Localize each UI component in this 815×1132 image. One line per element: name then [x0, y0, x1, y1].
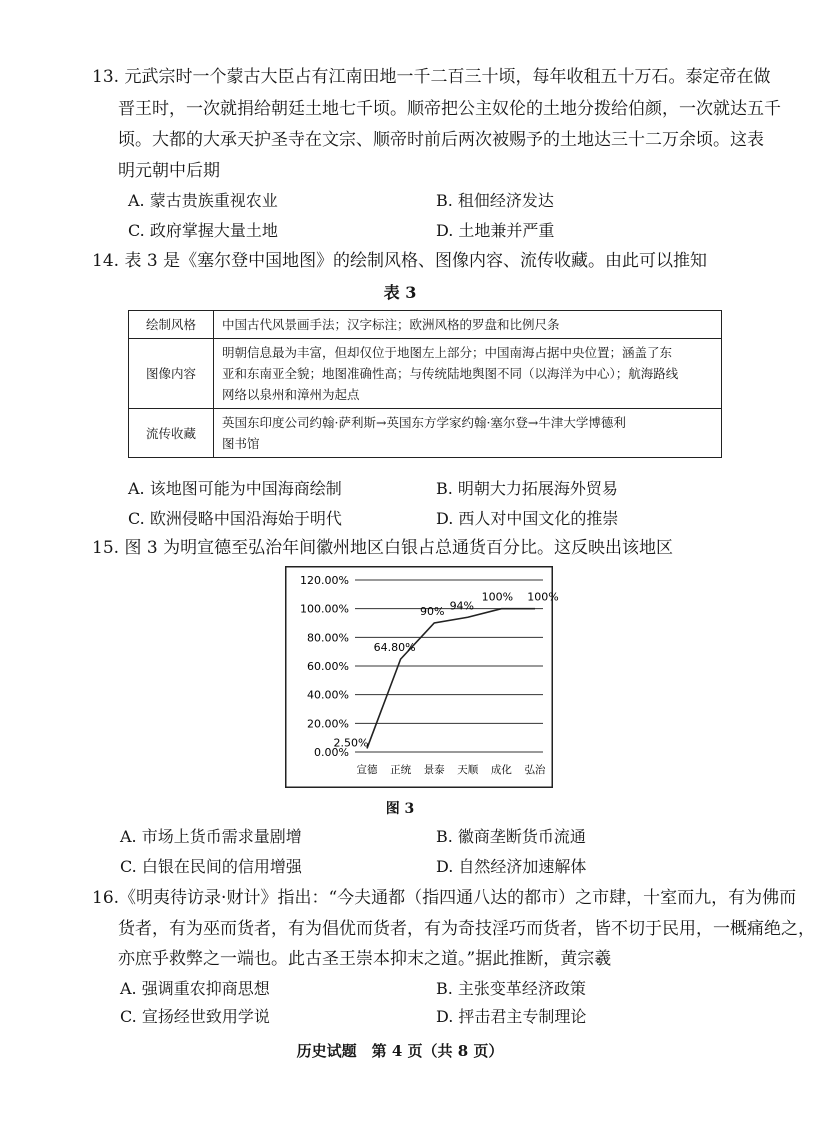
- table-title: 表 3: [383, 283, 417, 302]
- q15-option-d[interactable]: D. 自然经济加速解体: [436, 857, 587, 876]
- data-label: 2.50%: [333, 736, 369, 750]
- data-table: [128, 310, 722, 458]
- y-tick-label: 40.00%: [307, 688, 349, 702]
- q13-line-2: 晋王时，一次就捐给朝廷土地七千顷。顺帝把公主奴伦的土地分拨给伯颜，一次就达五千: [118, 99, 781, 119]
- data-label: 64.80%: [373, 641, 416, 655]
- y-tick-label: 120.00%: [300, 574, 349, 587]
- page-footer: 历史试题 第 4 页（共 8 页）: [296, 1042, 504, 1060]
- table-cell: 英国东印度公司约翰·萨利斯→英国东方学家约翰·塞尔登→牛津大学博德利 图书馆: [214, 409, 722, 458]
- x-tick-label: 天顺: [457, 764, 479, 776]
- q14-option-b[interactable]: B. 明朝大力拓展海外贸易: [436, 479, 618, 498]
- table-row: [129, 409, 722, 458]
- data-label: 90%: [419, 605, 445, 618]
- y-tick-label: 20.00%: [307, 717, 349, 731]
- x-tick-label: 景泰: [423, 764, 445, 776]
- x-tick-label: 成化: [490, 764, 512, 776]
- q13-line-3: 顷。大都的大承天护圣寺在文宗、顺帝时前后两次被赐予的土地达三十二万余顷。这表: [118, 130, 764, 150]
- silver-percentage-chart: [285, 566, 559, 788]
- q15-option-b[interactable]: B. 徽商垄断货币流通: [436, 827, 586, 846]
- q14-option-a[interactable]: A. 该地图可能为中国海商绘制: [128, 479, 342, 498]
- q16-option-d[interactable]: D. 抨击君主专制理论: [436, 1007, 587, 1026]
- q13-option-d[interactable]: D. 土地兼并严重: [436, 221, 555, 240]
- table-header-cell: 流传收藏: [129, 409, 214, 458]
- figure-caption: 图 3: [385, 801, 415, 817]
- q14-option-d[interactable]: D. 西人对中国文化的推崇: [436, 509, 619, 528]
- q16-line-1: 16.《明夷待访录·财计》指出：“今夫通都（指四通八达的都市）之市肆，十室而九，有为佛而: [92, 888, 797, 908]
- q16-line-2: 货者，有为巫而货者，有为倡优而货者，有为奇技淫巧而货者，皆不切于民用，一概痛绝之，: [118, 919, 815, 939]
- q13-line-4: 明元朝中后期: [118, 161, 220, 181]
- x-tick-label: 弘治: [524, 764, 546, 776]
- data-label: 100%: [527, 590, 559, 604]
- q14-option-c[interactable]: C. 欧洲侵略中国沿海始于明代: [128, 509, 342, 528]
- q13-option-a[interactable]: A. 蒙古贵族重视农业: [128, 191, 278, 210]
- q16-line-3: 亦庶乎救弊之一端也。此古圣王崇本抑末之道。”据此推断，黄宗羲: [118, 949, 612, 969]
- table-row: [129, 311, 722, 339]
- table-row: [129, 339, 722, 409]
- y-tick-label: 60.00%: [307, 660, 349, 673]
- table-cell: 中国古代风景画手法；汉字标注；欧洲风格的罗盘和比例尺条: [214, 311, 722, 339]
- q13-line-1: 13. 元武宗时一个蒙古大臣占有江南田地一千二百三十顷，每年收租五十万石。泰定帝在做: [92, 67, 771, 87]
- x-tick-label: 正统: [390, 764, 412, 776]
- q13-option-c[interactable]: C. 政府掌握大量土地: [128, 221, 278, 240]
- y-tick-label: 0.00%: [314, 746, 349, 759]
- q16-option-c[interactable]: C. 宣扬经世致用学说: [120, 1007, 270, 1026]
- q15-option-c[interactable]: C. 白银在民间的信用增强: [120, 857, 302, 876]
- q15-option-a[interactable]: A. 市场上货币需求量剧增: [120, 827, 302, 846]
- q14-stem: 14. 表 3 是《塞尔登中国地图》的绘制风格、图像内容、流传收藏。由此可以推知: [92, 251, 708, 271]
- table-header-cell: 绘制风格: [129, 311, 214, 339]
- y-tick-label: 80.00%: [307, 631, 349, 645]
- q13-option-b[interactable]: B. 租佃经济发达: [436, 191, 554, 210]
- data-label: 94%: [449, 599, 475, 613]
- data-label: 100%: [481, 590, 514, 604]
- y-tick-label: 100.00%: [300, 602, 349, 616]
- table-header-cell: 图像内容: [129, 339, 214, 409]
- x-tick-label: 宣德: [356, 764, 378, 776]
- q16-option-b[interactable]: B. 主张变革经济政策: [436, 979, 586, 998]
- table-cell: 明朝信息最为丰富，但却仅位于地图左上部分；中国南海占据中央位置；涵盖了东 亚和东南亚全貌；地图准确性高；与传统陆地舆图不同（以海洋为中心）；航海路线 网络以泉州和漳州为起点: [214, 339, 722, 409]
- q15-stem: 15. 图 3 为明宣德至弘治年间徽州地区白银占总通货百分比。这反映出该地区: [92, 538, 674, 558]
- q16-option-a[interactable]: A. 强调重农抑商思想: [120, 979, 270, 998]
